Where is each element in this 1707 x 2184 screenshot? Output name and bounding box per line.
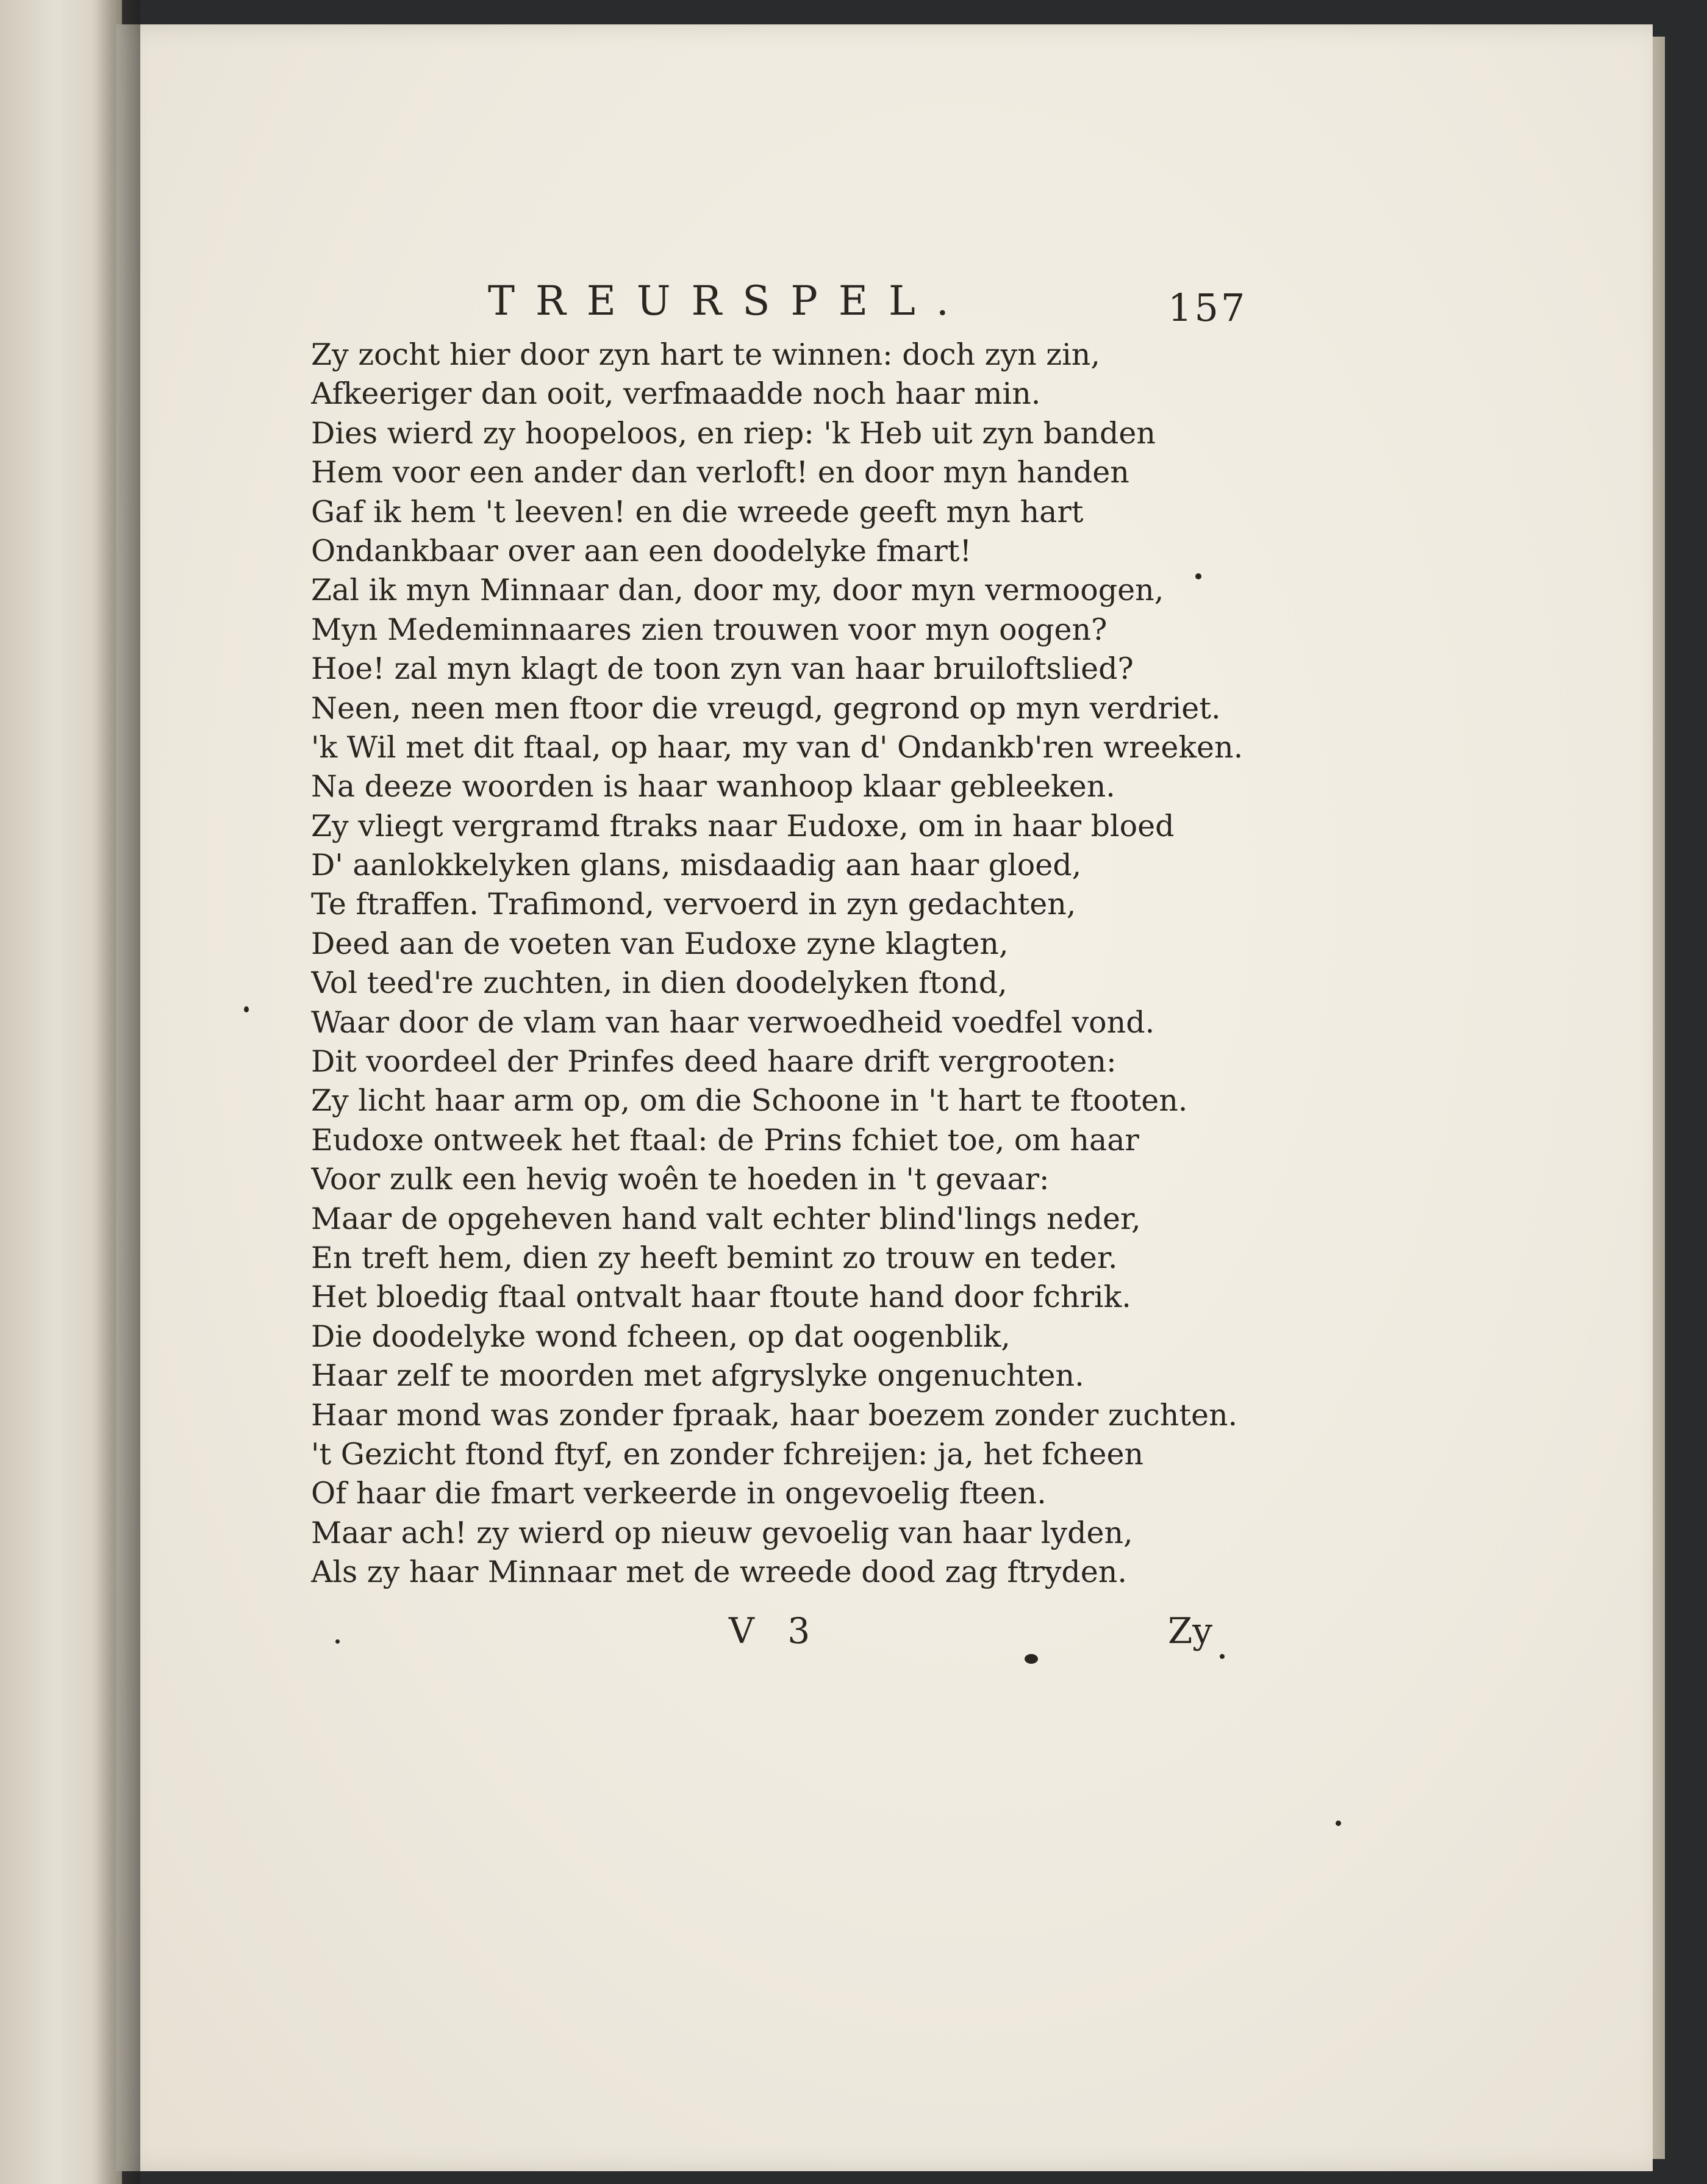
verse-line: Zy vliegt vergramd ftraks naar Eudoxe, om in haar bloed bbox=[311, 808, 1175, 843]
verse-line: Neen, neen men ftoor die vreugd, gegrond op myn verdriet. bbox=[311, 690, 1221, 726]
verse-line: Eudoxe ontweek het ftaal: de Prins fchiet toe, om haar bbox=[311, 1122, 1139, 1158]
verse-line: Dit voordeel der Prinfes deed haare drift vergrooten: bbox=[311, 1044, 1117, 1079]
verse-line: Het bloedig ftaal ontvalt haar ftoute hand door fchrik. bbox=[311, 1280, 1131, 1315]
verse-line: Te ftraffen. Trafimond, vervoerd in zyn gedachten, bbox=[311, 887, 1076, 922]
catchword: Zy bbox=[1168, 1610, 1213, 1652]
verse-line: Voor zulk een hevig woên te hoeden in 't gevaar: bbox=[311, 1162, 1050, 1197]
page-number: 157 bbox=[1168, 285, 1248, 330]
verse-text bbox=[311, 335, 1421, 1592]
verse-line: Afkeeriger dan ooit, verfmaadde noch haar min. bbox=[311, 376, 1041, 412]
verse-line: D' aanlokkelyken glans, misdaadig aan haar gloed, bbox=[311, 848, 1082, 883]
verse-line: Dies wierd zy hoopeloos, en riep: 'k Heb uit zyn banden bbox=[311, 415, 1156, 451]
verse-line: 'k Wil met dit ftaal, op haar, my van d' Ondankb'ren wreeken. bbox=[311, 729, 1244, 765]
verse-line: Hem voor een ander dan verloft! en door myn handen bbox=[311, 455, 1129, 490]
signature-mark: V 3 bbox=[729, 1610, 821, 1652]
ink-speck bbox=[1195, 573, 1201, 579]
verse-line: Zal ik myn Minnaar dan, door my, door myn vermoogen, bbox=[311, 573, 1164, 608]
gutter-shadow bbox=[91, 0, 140, 2184]
verse-line: Waar door de vlam van haar verwoedheid voedfel vond. bbox=[311, 1004, 1155, 1040]
verse-line: Myn Medeminnaares zien trouwen voor myn oogen? bbox=[311, 612, 1108, 647]
verse-line: Deed aan de voeten van Eudoxe zyne klagten, bbox=[311, 926, 1009, 961]
ink-speck bbox=[1025, 1654, 1038, 1664]
verse-line: Gaf ik hem 't leeven! en die wreede geeft myn hart bbox=[311, 494, 1084, 529]
book-page bbox=[116, 24, 1653, 2171]
verse-line: Hoe! zal myn klagt de toon zyn van haar bruiloftslied? bbox=[311, 651, 1134, 687]
ink-speck bbox=[1220, 1654, 1225, 1659]
running-head: TREURSPEL. bbox=[488, 277, 970, 324]
verse-line: Die doodelyke wond fcheen, op dat oogenblik, bbox=[311, 1319, 1011, 1354]
ink-speck bbox=[244, 1006, 249, 1012]
verse-line: Maar de opgeheven hand valt echter blind'lings neder, bbox=[311, 1201, 1141, 1236]
verse-line: Als zy haar Minnaar met de wreede dood zag ftryden. bbox=[311, 1555, 1127, 1590]
verse-line: Haar mond was zonder fpraak, haar boezem zonder zuchten. bbox=[311, 1397, 1238, 1433]
verse-line: 't Gezicht ftond ftyf, en zonder fchreijen: ja, het fcheen bbox=[311, 1436, 1144, 1472]
verse-line: Na deeze woorden is haar wanhoop klaar gebleeken. bbox=[311, 769, 1115, 804]
verse-line: En treft hem, dien zy heeft bemint zo trouw en teder. bbox=[311, 1240, 1118, 1275]
verse-line: Ondankbaar over aan een doodelyke fmart! bbox=[311, 533, 972, 568]
verse-line: Haar zelf te moorden met afgryslyke ongenuchten. bbox=[311, 1358, 1084, 1394]
ink-speck bbox=[1336, 1821, 1341, 1826]
ink-speck bbox=[335, 1639, 340, 1644]
verse-line: Maar ach! zy wierd op nieuw gevoelig van haar lyden, bbox=[311, 1515, 1133, 1550]
verse-line: Vol teed're zuchten, in dien doodelyken ftond, bbox=[311, 965, 1007, 1001]
verse-line: Zy zocht hier door zyn hart te winnen: doch zyn zin, bbox=[311, 337, 1100, 372]
verse-line: Zy licht haar arm op, om die Schoone in 't hart te ftooten. bbox=[311, 1083, 1188, 1119]
verse-line: Of haar die fmart verkeerde in ongevoelig fteen. bbox=[311, 1476, 1047, 1511]
